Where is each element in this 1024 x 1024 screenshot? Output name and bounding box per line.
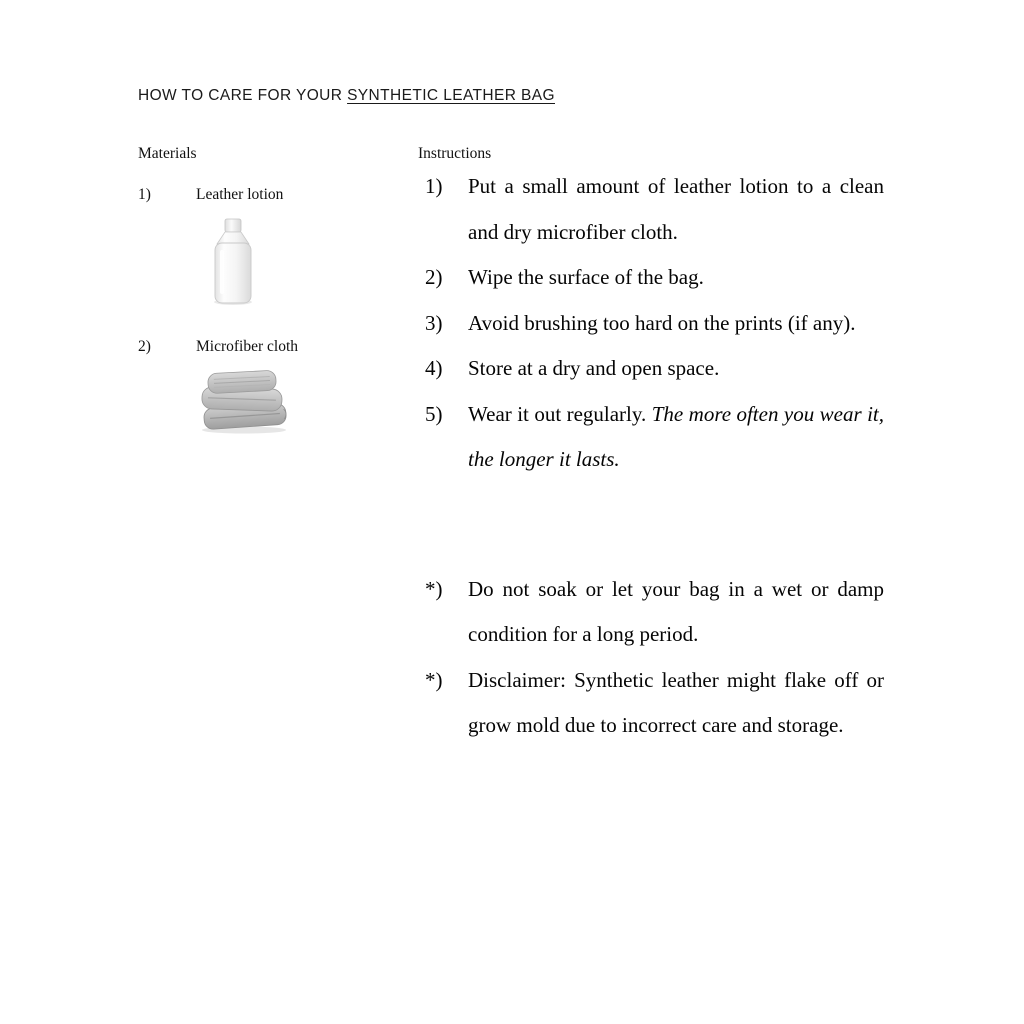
lotion-bottle-icon: [210, 218, 256, 306]
instruction-item-3: [418, 301, 884, 347]
instruction-item-2: [418, 255, 884, 301]
instruction-text: Avoid brushing too hard on the prints (if any).: [468, 310, 856, 335]
note-marker: *): [425, 667, 443, 692]
instruction-item-5: [418, 392, 884, 483]
material-item-label: Microfiber cloth: [196, 338, 299, 355]
instruction-text: [468, 392, 884, 483]
notes-list: [418, 567, 884, 749]
note-item-1: [418, 567, 884, 658]
instruction-text: Put a small amount of leather lotion to a clean and dry microfiber cloth.: [468, 174, 884, 244]
instruction-number: 1): [425, 174, 443, 198]
instructions-list: [418, 164, 884, 483]
instruction-item-1: [418, 164, 884, 255]
instruction-number: 4): [425, 356, 443, 380]
page-title-prefix: HOW TO CARE FOR YOUR: [138, 87, 348, 104]
instruction-text: Wipe the surface of the bag.: [468, 265, 704, 289]
materials-section: [138, 145, 398, 434]
instruction-text-italic: The more often you wear it, the longer it lasts.: [468, 401, 885, 471]
instruction-number: 3): [425, 310, 443, 335]
instruction-text-normal: Wear it out regularly.: [468, 401, 652, 426]
note-marker: *): [425, 576, 443, 601]
note-text: Do not soak or let your bag in a wet or damp condition for a long period.: [468, 576, 884, 646]
instructions-heading: Instructions: [418, 145, 492, 162]
instruction-number: 2): [425, 265, 443, 289]
material-item-leather-lotion: [138, 186, 398, 204]
material-item-microfiber-cloth: [138, 338, 398, 356]
material-item-number: 1): [138, 186, 151, 203]
instructions-section: [418, 145, 884, 749]
material-item-label: Leather lotion: [196, 186, 284, 203]
page-title-underlined: SYNTHETIC LEATHER BAG: [347, 87, 555, 104]
instruction-text: Store at a dry and open space.: [468, 356, 720, 380]
materials-heading: Materials: [138, 145, 197, 162]
material-item-number: 2): [138, 338, 151, 355]
page-title: [138, 87, 555, 105]
microfiber-cloth-icon: [196, 368, 292, 434]
note-text: Disclaimer: Synthetic leather might flake off or grow mold due to incorrect care and storage.: [468, 667, 884, 737]
instruction-number: 5): [425, 401, 443, 426]
note-item-2: [418, 658, 884, 749]
instruction-item-4: [418, 346, 884, 392]
